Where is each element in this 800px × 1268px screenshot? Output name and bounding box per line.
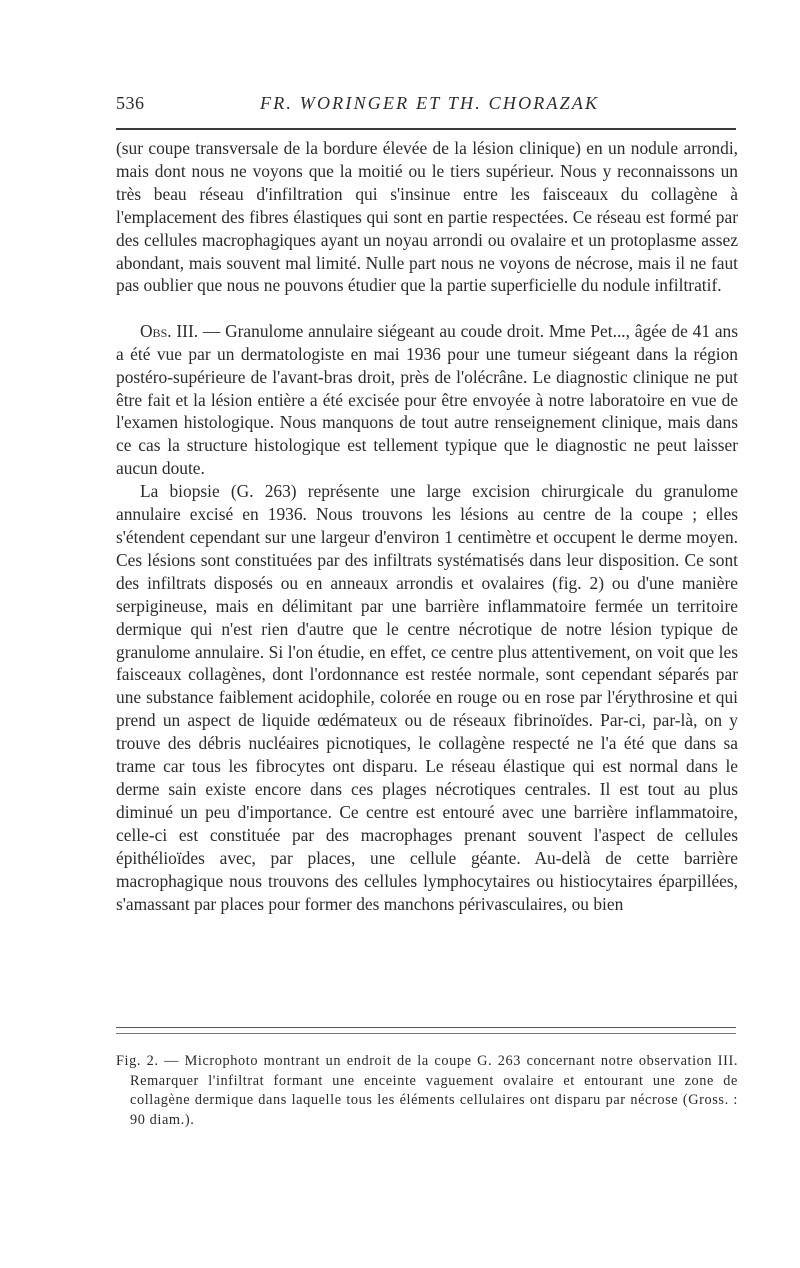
observation-text: — Granulome annulaire siégeant au coude droit. Mme Pet..., âgée de 41 ans a été vue par un dermatologiste en mai 1936 pour une tumeur siégeant dans la région postéro-supérieure de l'avant-bras droit, près de l'olécrâne. Le diagnostic clinique ne put être fait et la lésion entière a été excisée pour être envoyée à notre laboratoire en vue de l'examen histologique. Nous manquons de tout autre renseignement clinique, mais dans ce cas la structure histologique est tellement typique que le diagnostic ne peut laisser aucun doute. [116, 320, 739, 479]
figure-caption-text: Fig. 2. — Microphoto montrant un endroit de la coupe G. 263 concernant notre observation III. Remarquer l'infiltrat formant une enceinte vaguement ovalaire et entourant une zone de collagène dermique dans laquelle tous les éléments cellulaires ont disparu par nécrose (Gross. : 90 diam.). [116, 1053, 738, 1128]
page-header [116, 93, 736, 117]
header-rule [116, 128, 736, 130]
page-number: 536 [116, 93, 145, 113]
paragraph-observation-3 [116, 320, 738, 480]
running-title: FR. WORINGER ET TH. CHORAZAK [260, 93, 600, 113]
observation-label: Obs. III. [140, 320, 199, 341]
article-body [116, 137, 738, 915]
figure-caption [116, 1052, 738, 1130]
figure-rule-bottom [116, 1033, 736, 1034]
paragraph-biopsy: La biopsie (G. 263) représente une large excision chirurgicale du granulome annulaire excisé en 1936. Nous trouvons les lésions au centre de la coupe ; elles s'étendent cependant sur une largeur d'environ 1 centimètre et occupent le derme moyen. Ces lésions sont constituées par des infiltrats systématisés dans leur disposition. Ce sont des infiltrats disposés ou en anneaux arrondis et ovalaires (fig. 2) ou d'une manière serpigineuse, mais en délimitant par une barrière inflammatoire fermée un territoire dermique qui n'est rien d'autre que le centre nécrotique de notre lésion typique de granulome annulaire. Si l'on étudie, en effet, ce centre plus attentivement, on voit que les faisceaux collagènes, dont l'ordonnance est restée normale, sont cependant séparés par une substance faiblement acidophile, colorée en rouge ou en rose par l'érythrosine et qui prend un aspect de liquide œdémateux ou de réseaux fibrinoïdes. Par-ci, par-là, on y trouve des débris nucléaires picnotiques, le collagène respecté ne l'a été que dans sa trame car tous les fibrocytes ont disparu. Le réseau élastique qui est normal dans le derme sain existe encore dans ces plages nécrotiques centrales. Il est tout au plus diminué un peu d'importance. Ce centre est entouré avec une barrière inflammatoire, celle-ci est constituée par des macrophages prenant souvent l'aspect de cellules épithélioïdes avec, par places, une cellule géante. Au-delà de cette barrière macrophagique nous trouvons des cellules lymphocytaires ou histiocytaires éparpillées, s'amassant par places pour former des manchons périvasculaires, ou bien [116, 481, 738, 914]
paragraph-continuation: (sur coupe transversale de la bordure élevée de la lésion clinique) en un nodule arrondi, mais dont nous ne voyons que la moitié ou le tiers supérieur. Nous y reconnaissons un très beau réseau d'infiltration qui s'insinue entre les faisceaux du collagène à l'emplacement des fibres élastiques qui sont en partie respectées. Ce réseau est formé par des cellules macrophagiques ayant un noyau arrondi ou ovalaire et un protoplasme assez abondant, mais souvent mal limité. Nulle part nous ne voyons de nécrose, mais il ne faut pas oublier que nous ne pouvons étudier que la partie superficielle du nodule infiltratif. [116, 138, 738, 296]
figure-rule-top [116, 1027, 736, 1028]
